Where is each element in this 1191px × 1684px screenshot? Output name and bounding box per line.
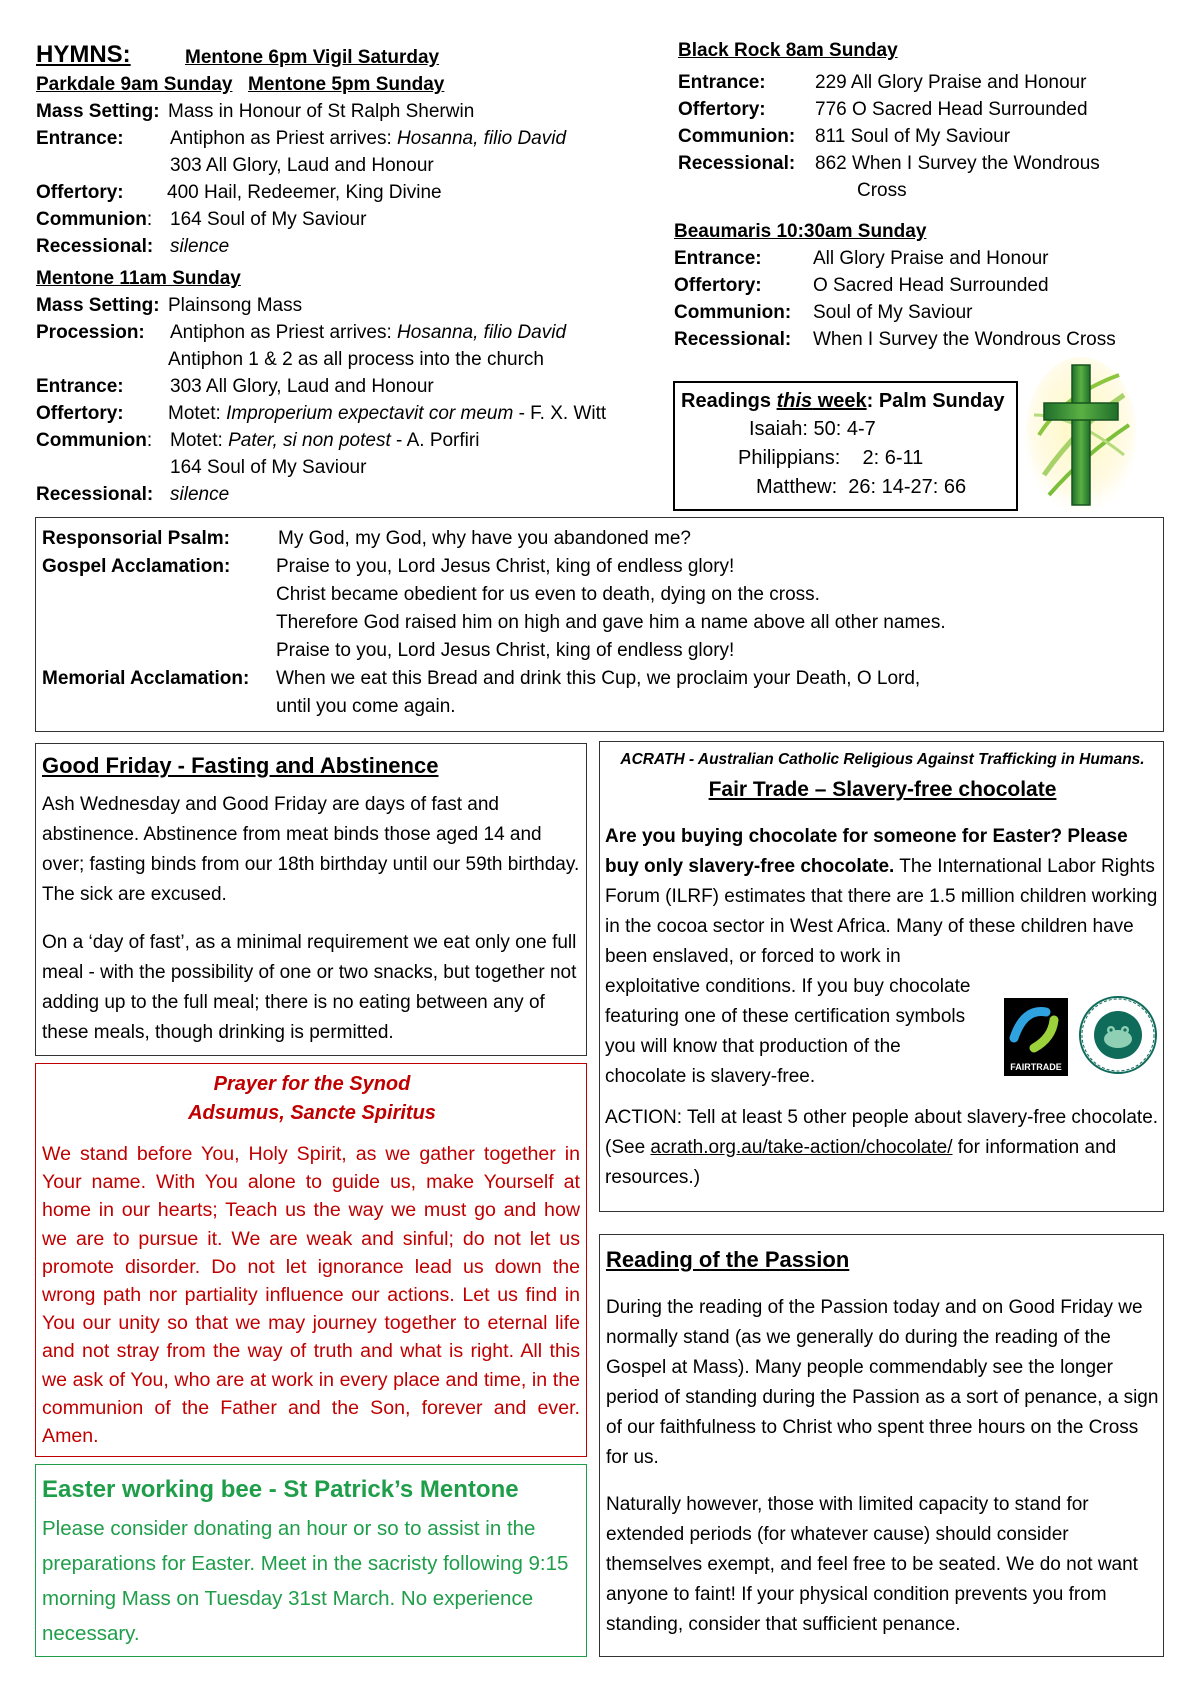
reading-philippians: Philippians: 2: 6-11 xyxy=(738,447,924,469)
entrance2-label: Entrance: xyxy=(36,376,124,397)
bm-communion-value: Soul of My Saviour xyxy=(813,302,973,323)
br-offertory-label: Offertory: xyxy=(678,99,766,120)
communion2-value: Motet: Pater, si non potest - A. Porfiri xyxy=(170,430,480,451)
parkdale-heading: Parkdale 9am Sunday xyxy=(36,74,233,95)
acrath-box xyxy=(599,741,1164,1212)
readings-title: Readings this week: Palm Sunday xyxy=(681,390,1005,412)
communion2-label: Communion: xyxy=(36,430,153,451)
fairtrade-icon xyxy=(1004,998,1068,1060)
fairtrade-logo xyxy=(1004,998,1068,1076)
psalm-box xyxy=(35,517,1164,732)
procession-label: Procession: xyxy=(36,322,145,343)
psalm-value: My God, my God, why have you abandoned me? xyxy=(278,528,691,549)
gospel-line: Therefore God raised him on high and gave him a name above all other names. xyxy=(276,612,946,633)
bm-communion-label: Communion: xyxy=(674,302,792,323)
easter-title: Easter working bee - St Patrick’s Mentone xyxy=(42,1476,519,1503)
br-communion-value: 811 Soul of My Saviour xyxy=(815,126,1011,147)
passion-p2: Naturally however, those with limited capacity to stand for extended periods (for whatever cause) should consider themselves exempt, and feel free to be seated. We do not want anyone to faint! If your physical condition prevents you from standing, consider that sufficient penance. xyxy=(606,1494,1138,1635)
entrance-value: Antiphon as Priest arrives: Hosanna, filio David xyxy=(170,128,567,149)
offertory2-value: Motet: Improperium expectavit cor meum - F. X. Witt xyxy=(168,403,607,424)
bm-offertory-label: Offertory: xyxy=(674,275,762,296)
entrance-hymn: 303 All Glory, Laud and Honour xyxy=(170,155,434,176)
br-offertory-value: 776 O Sacred Head Surrounded xyxy=(815,99,1088,120)
mass-setting-value: Mass in Honour of St Ralph Sherwin xyxy=(168,101,475,122)
gospel-line: Christ became obedient for us even to death, dying on the cross. xyxy=(276,584,820,605)
mass-setting2-value: Plainsong Mass xyxy=(168,295,303,316)
synod-prayer: We stand before You, Holy Spirit, as we gather together in Your name. With You alone to guide us, make Yourself at home in our hearts; Teach us the way we must go and how we are to pursue it. We are weak and sinful; do not let us promote disorder. Do not let ignorance lead us down the wrong path nor partiality influence our actions. Let us find in You our unity so that we may journey together to eternal life and not stray from the way of truth and what is right. All this we ask of You, who are at work in every place and time, in the communion of the Father and the Son, forever and ever. Amen. xyxy=(42,1143,580,1448)
psalm-label: Responsorial Psalm: xyxy=(42,528,230,549)
easter-body: Please consider donating an hour or so to assist in the preparations for Easter. Meet in the sacristy following 9:15 morning Mass on Tuesday 31st March. No experience necessary. xyxy=(42,1517,569,1645)
offertory-label: Offertory: xyxy=(36,182,124,203)
bm-entrance-value: All Glory Praise and Honour xyxy=(813,248,1049,269)
communion-label: Communion: xyxy=(36,209,153,230)
palm-cross-image xyxy=(1024,355,1139,515)
hymns-heading: HYMNS: xyxy=(36,41,131,68)
acrath-p1b: exploitative conditions. If you buy chocolate featuring one of these certification symbols you will know that production of the chocolate is slavery-free. xyxy=(605,976,971,1087)
gospel-line: Praise to you, Lord Jesus Christ, king of endless glory! xyxy=(276,556,735,577)
reading-isaiah: Isaiah: 50: 4-7 xyxy=(749,418,876,440)
acrath-title: Fair Trade – Slavery-free chocolate xyxy=(708,778,1057,801)
acrath-link[interactable]: acrath.org.au/take-action/chocolate/ xyxy=(650,1137,953,1158)
recessional2-value: silence xyxy=(170,484,230,505)
beaumaris-heading: Beaumaris 10:30am Sunday xyxy=(674,221,927,242)
communion2-hymn: 164 Soul of My Saviour xyxy=(170,457,367,478)
offertory-value: 400 Hail, Redeemer, King Divine xyxy=(167,182,442,203)
procession-value: Antiphon as Priest arrives: Hosanna, filio David xyxy=(170,322,567,343)
br-entrance-label: Entrance: xyxy=(678,72,766,93)
fairtrade-label: FAIRTRADE xyxy=(1010,1062,1062,1072)
mass-setting-label: Mass Setting: xyxy=(36,101,160,122)
acrath-action: ACTION: Tell at least 5 other people about slavery-free chocolate. (See acrath.org.au/take-action/chocolate/ for information and resources.) xyxy=(605,1107,1159,1188)
bm-offertory-value: O Sacred Head Surrounded xyxy=(813,275,1049,296)
entrance-label: Entrance: xyxy=(36,128,124,149)
passion-p1: During the reading of the Passion today and on Good Friday we normally stand (as we generally do during the reading of the Gospel at Mass). Many people commendably see the longer period of standing during the Passion as a sort of penance, a sign of our faithfulness to Christ who spent three hours on the Cross for us. xyxy=(606,1297,1159,1468)
synod-title: Prayer for the Synod xyxy=(213,1073,411,1095)
good-friday-p2: On a ‘day of fast’, as a minimal requirement we eat only one full meal - with the possibility of one or two snacks, but together not adding up to the full meal; there is no eating between any of these meals, though drinking is permitted. xyxy=(42,932,577,1043)
good-friday-title: Good Friday - Fasting and Abstinence xyxy=(42,753,439,778)
passion-box xyxy=(599,1234,1164,1657)
reading-matthew: Matthew: 26: 14-27: 66 xyxy=(756,476,967,498)
br-recessional-label: Recessional: xyxy=(678,153,796,174)
gospel-label: Gospel Acclamation: xyxy=(42,556,231,577)
bm-recessional-label: Recessional: xyxy=(674,329,792,350)
rainforest-alliance-logo xyxy=(1078,995,1158,1075)
entrance2-value: 303 All Glory, Laud and Honour xyxy=(170,376,434,397)
mass-setting2-label: Mass Setting: xyxy=(36,295,160,316)
easter-box xyxy=(35,1464,587,1657)
bm-entrance-label: Entrance: xyxy=(674,248,762,269)
br-recessional-cont: Cross xyxy=(857,180,907,201)
passion-title: Reading of the Passion xyxy=(606,1247,850,1272)
mentone5-heading: Mentone 5pm Sunday xyxy=(248,74,445,95)
readings-box xyxy=(673,381,1018,511)
good-friday-p1: Ash Wednesday and Good Friday are days of fast and abstinence. Abstinence from meat binds those aged 14 and over; fasting binds from our 18th birthday until our 59th birthday. The sick are excused. xyxy=(42,794,580,905)
acrath-p1: Are you buying chocolate for someone for Easter? Please buy only slavery-free chocolate. The International Labor Rights Forum (ILRF) estimates that there are 1.5 million children working in the cocoa sector in West Africa. Many of these children have been enslaved, or forced to work in xyxy=(605,826,1158,967)
vigil-heading: Mentone 6pm Vigil Saturday xyxy=(185,47,440,68)
mentone11-heading: Mentone 11am Sunday xyxy=(36,268,241,289)
procession-line2: Antiphon 1 & 2 as all process into the church xyxy=(168,349,545,370)
communion-value: 164 Soul of My Saviour xyxy=(170,209,367,230)
acrath-org: ACRATH - Australian Catholic Religious Against Trafficking in Humans. xyxy=(620,751,1145,768)
recessional-value: silence xyxy=(170,236,230,257)
offertory2-label: Offertory: xyxy=(36,403,124,424)
br-recessional-value: 862 When I Survey the Wondrous xyxy=(815,153,1100,174)
br-entrance-value: 229 All Glory Praise and Honour xyxy=(815,72,1087,93)
memorial-line: until you come again. xyxy=(276,696,456,717)
memorial-line: When we eat this Bread and drink this Cup, we proclaim your Death, O Lord, xyxy=(276,668,921,689)
blackrock-heading: Black Rock 8am Sunday xyxy=(678,40,898,61)
memorial-label: Memorial Acclamation: xyxy=(42,668,250,689)
recessional-label: Recessional: xyxy=(36,236,154,257)
recessional2-label: Recessional: xyxy=(36,484,154,505)
bm-recessional-value: When I Survey the Wondrous Cross xyxy=(813,329,1116,350)
gospel-line: Praise to you, Lord Jesus Christ, king of endless glory! xyxy=(276,640,735,661)
good-friday-box xyxy=(35,743,587,1056)
synod-subtitle: Adsumus, Sancte Spiritus xyxy=(188,1102,436,1124)
palm-cross-icon xyxy=(1024,355,1139,515)
br-communion-label: Communion: xyxy=(678,126,796,147)
synod-box xyxy=(35,1063,587,1457)
